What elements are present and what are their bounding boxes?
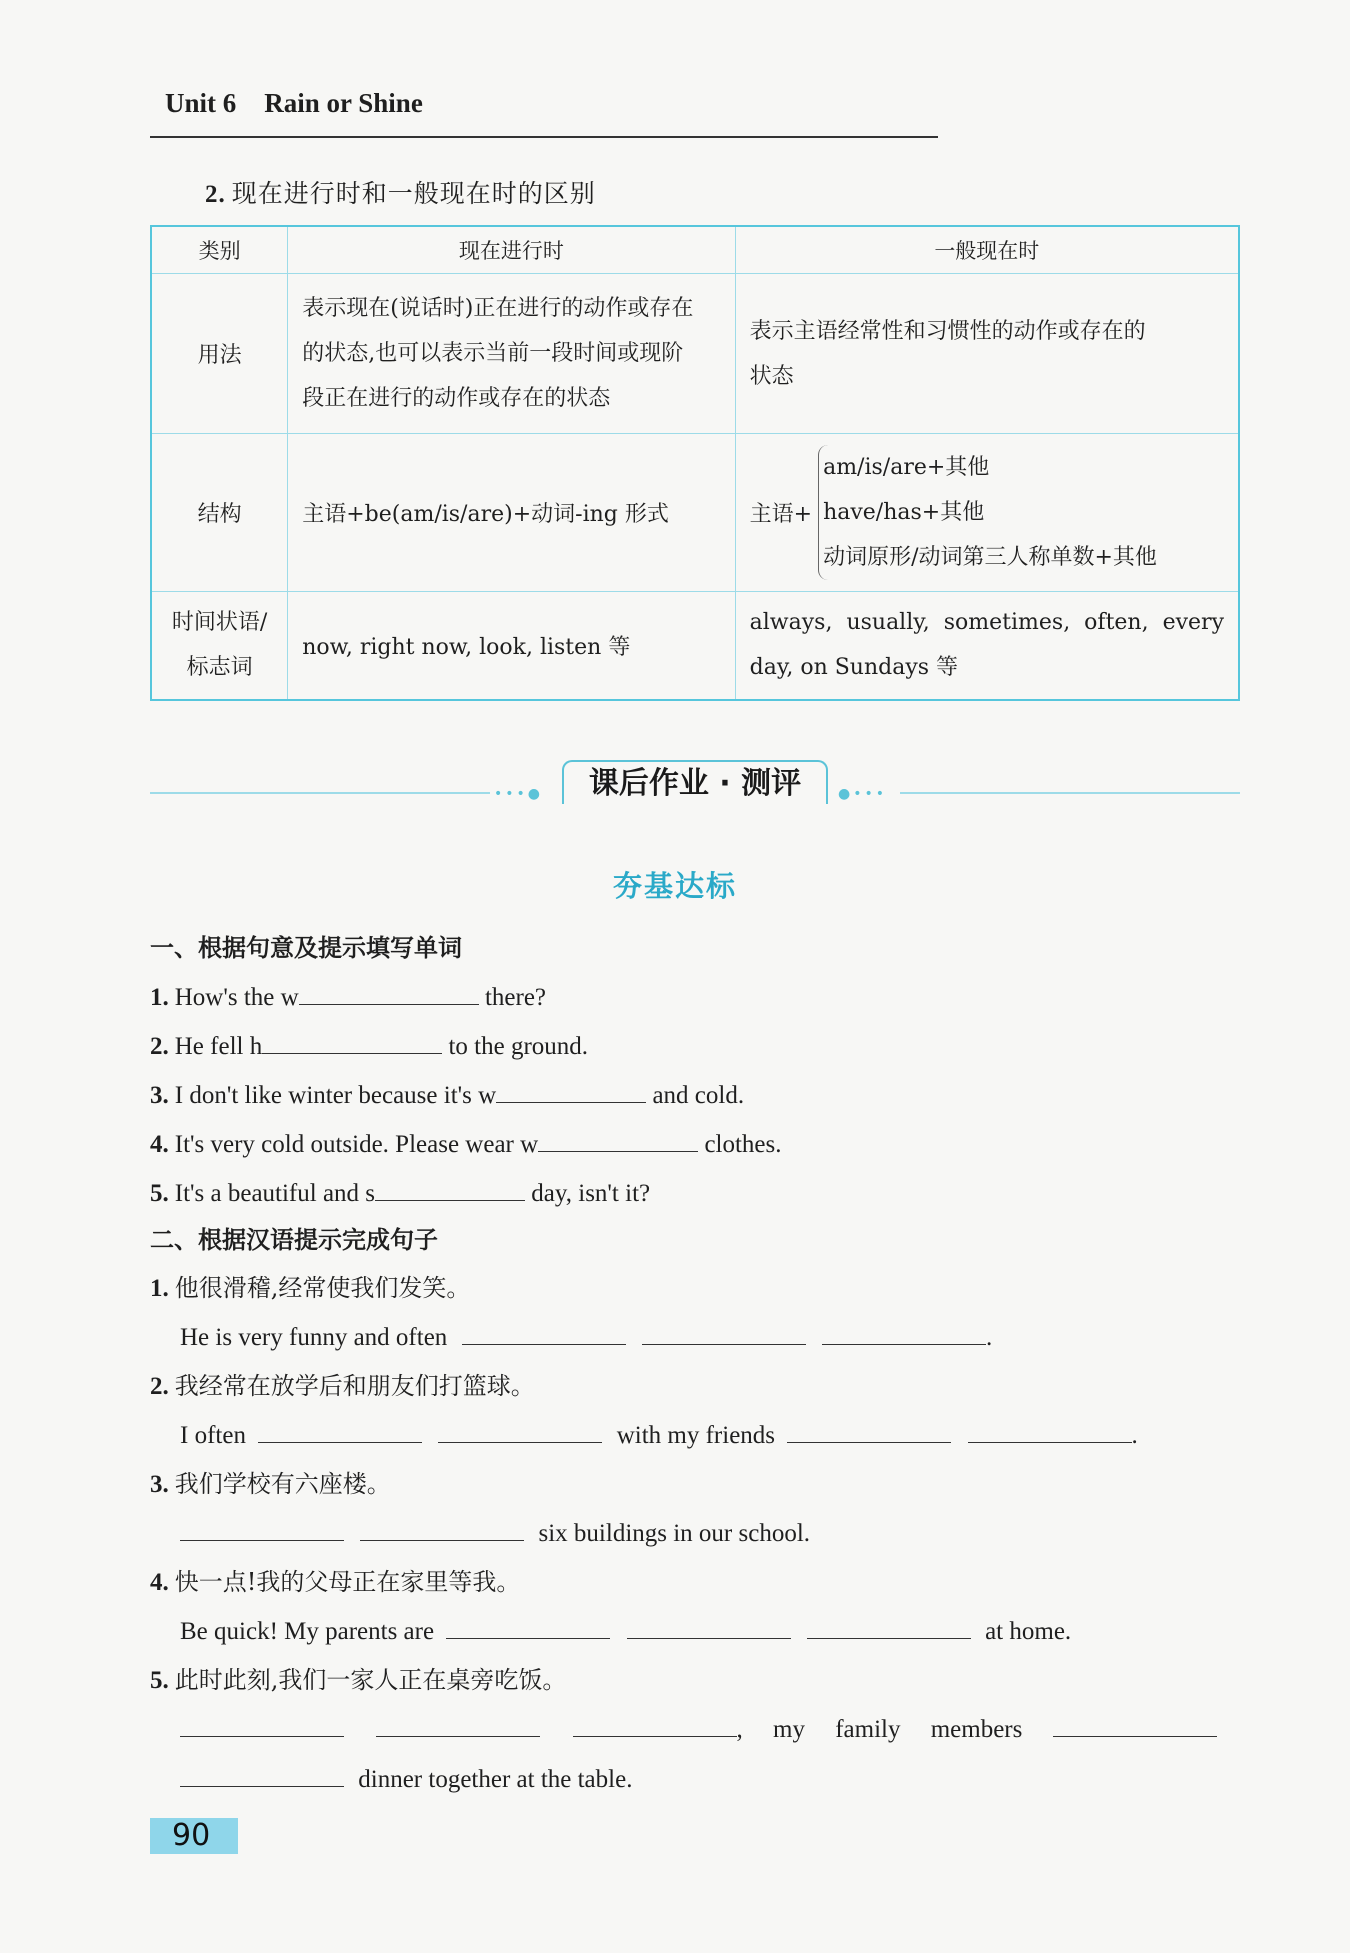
- table-header-progressive: 现在进行时: [288, 226, 735, 274]
- item-text: my: [773, 1716, 805, 1743]
- unit-label: Unit 6: [165, 88, 237, 118]
- part2-prompt: [150, 1268, 470, 1303]
- item-text: clothes.: [698, 1131, 782, 1158]
- item-text: ,: [736, 1716, 743, 1743]
- item-number: 3.: [150, 1471, 169, 1498]
- answer-blank[interactable]: [262, 1027, 442, 1054]
- answer-blank[interactable]: [438, 1416, 602, 1443]
- answer-blank[interactable]: [1053, 1710, 1217, 1737]
- item-number: 4.: [150, 1569, 169, 1596]
- item-text: family: [835, 1716, 901, 1743]
- table-row-usage: [151, 274, 1239, 434]
- item-text: at home.: [985, 1618, 1072, 1645]
- answer-blank[interactable]: [376, 1710, 540, 1737]
- chinese-prompt: 此时此刻,我们一家人正在桌旁吃饭。: [174, 1666, 567, 1694]
- banner-line-right: [900, 792, 1240, 794]
- page-header: [165, 88, 423, 119]
- answer-blank[interactable]: [787, 1416, 951, 1443]
- unit-title: Rain or Shine: [264, 88, 423, 118]
- table-header-category: 类别: [151, 226, 288, 274]
- item-text: How's the w: [174, 984, 299, 1011]
- part2-title: 二、根据汉语提示完成句子: [150, 1226, 438, 1254]
- table-header-simple: 一般现在时: [735, 226, 1239, 274]
- part2-prompt: [150, 1464, 391, 1499]
- structure-option: 动词原形/动词第三人称单数+其他: [823, 545, 1157, 570]
- item-number: 5.: [150, 1667, 169, 1694]
- chinese-prompt: 我们学校有六座楼。: [174, 1470, 391, 1498]
- answer-blank[interactable]: [627, 1612, 791, 1639]
- table-row-structure: [151, 434, 1239, 592]
- item-text: He is very funny and often: [180, 1324, 448, 1351]
- usage-line: 表示现在(说话时)正在进行的动作或存在: [302, 296, 694, 321]
- table-cell-simple-usage: [735, 274, 1239, 434]
- part2-prompt: [150, 1366, 535, 1401]
- item-number: 2.: [150, 1373, 169, 1400]
- header-rule: [150, 136, 938, 138]
- table-cell-category: [151, 592, 288, 700]
- answer-blank[interactable]: [180, 1710, 344, 1737]
- answer-blank[interactable]: [360, 1514, 524, 1541]
- answer-blank[interactable]: [375, 1174, 525, 1201]
- answer-blank[interactable]: [642, 1318, 806, 1345]
- item-text: He fell h: [174, 1033, 263, 1060]
- table-cell-simple-structure: [735, 434, 1239, 592]
- comparison-table: [150, 225, 1240, 701]
- item-text: members: [930, 1716, 1023, 1743]
- item-text: six buildings in our school.: [538, 1520, 811, 1547]
- table-row-time-markers: [151, 592, 1239, 700]
- part2-prompt: [150, 1660, 566, 1695]
- part2-answer-line: [180, 1760, 632, 1794]
- part1-item: [150, 1125, 782, 1159]
- answer-blank[interactable]: [968, 1416, 1132, 1443]
- chinese-prompt: 我经常在放学后和朋友们打篮球。: [174, 1372, 535, 1400]
- item-text: Be quick! My parents are: [180, 1618, 435, 1645]
- usage-line: 的状态,也可以表示当前一段时间或现阶: [302, 341, 684, 366]
- part2-answer-line: [180, 1514, 810, 1548]
- item-number: 1.: [150, 984, 169, 1011]
- section-heading: [205, 174, 596, 210]
- item-text: and cold.: [646, 1082, 745, 1109]
- usage-line: 段正在进行的动作或存在的状态: [302, 386, 611, 411]
- page-number: 90: [150, 1818, 238, 1854]
- table-cell-category: 用法: [151, 274, 288, 434]
- part1-item: [150, 1174, 650, 1208]
- table-cell-progressive-structure: 主语+be(am/is/are)+动词-ing 形式: [288, 434, 735, 592]
- part1-item: [150, 978, 546, 1012]
- section-title: 现在进行时和一般现在时的区别: [231, 179, 596, 208]
- part1-title: 一、根据句意及提示填写单词: [150, 934, 462, 962]
- answer-blank[interactable]: [462, 1318, 626, 1345]
- answer-blank[interactable]: [180, 1514, 344, 1541]
- structure-option: have/has+其他: [823, 500, 985, 525]
- category-line: 时间状语/: [171, 610, 268, 636]
- answer-blank[interactable]: [446, 1612, 610, 1639]
- item-text: I often: [180, 1422, 246, 1449]
- item-text: to the ground.: [442, 1033, 589, 1060]
- structure-prefix: 主语+: [749, 502, 813, 527]
- item-text: with my friends: [616, 1422, 776, 1449]
- part1-item: [150, 1076, 744, 1110]
- chinese-prompt: 他很滑稽,经常使我们发笑。: [174, 1274, 471, 1302]
- table-cell-progressive-usage: [288, 274, 735, 434]
- banner-dots-right: ●•••: [838, 786, 887, 802]
- answer-blank[interactable]: [299, 978, 479, 1005]
- usage-line: 表示主语经常性和习惯性的动作或存在的: [749, 318, 1146, 344]
- item-number: 2.: [150, 1033, 169, 1060]
- item-text: day, isn't it?: [525, 1180, 651, 1207]
- item-text: It's very cold outside. Please wear w: [174, 1131, 539, 1158]
- item-text: dinner together at the table.: [358, 1766, 633, 1793]
- category-line: 标志词: [186, 655, 253, 681]
- item-text: I don't like winter because it's w: [174, 1082, 497, 1109]
- part2-answer-line: [180, 1612, 1071, 1646]
- item-text: .: [986, 1324, 993, 1351]
- answer-blank[interactable]: [180, 1760, 344, 1787]
- part2-answer-line: [180, 1710, 1217, 1744]
- usage-line: 状态: [749, 363, 794, 389]
- marker-line: always, usually, sometimes, often, every: [749, 610, 1224, 636]
- chinese-prompt: 快一点!我的父母正在家里等我。: [174, 1568, 521, 1596]
- item-number: 1.: [150, 1275, 169, 1302]
- answer-blank[interactable]: [822, 1318, 986, 1345]
- answer-blank[interactable]: [807, 1612, 971, 1639]
- structure-option: am/is/are+其他: [823, 455, 990, 480]
- table-header-row: [151, 226, 1239, 274]
- part2-prompt: [150, 1562, 520, 1597]
- answer-blank[interactable]: [538, 1125, 698, 1152]
- part1-item: [150, 1027, 588, 1061]
- table-cell-progressive-markers: now, right now, look, listen 等: [288, 592, 735, 700]
- item-number: 5.: [150, 1180, 169, 1207]
- marker-line: day, on Sundays 等: [749, 655, 959, 681]
- answer-blank[interactable]: [258, 1416, 422, 1443]
- subsection-title: 夯基达标: [612, 869, 737, 903]
- item-number: 4.: [150, 1131, 169, 1158]
- table-cell-simple-markers: [735, 592, 1239, 700]
- part2-answer-line: [180, 1416, 1138, 1450]
- item-number: 3.: [150, 1082, 169, 1109]
- structure-brace-list: [818, 445, 1157, 580]
- part2-answer-line: [180, 1318, 992, 1352]
- banner-line-left: [150, 792, 490, 794]
- answer-blank[interactable]: [573, 1710, 737, 1737]
- table-cell-category: 结构: [151, 434, 288, 592]
- banner-dots-left: •••●: [494, 786, 543, 802]
- answer-blank[interactable]: [496, 1076, 646, 1103]
- section-number: 2.: [205, 181, 226, 208]
- item-text: .: [1131, 1422, 1138, 1449]
- item-text: there?: [478, 984, 547, 1011]
- homework-banner: 课后作业 · 测评: [562, 760, 828, 804]
- item-text: It's a beautiful and s: [174, 1180, 376, 1207]
